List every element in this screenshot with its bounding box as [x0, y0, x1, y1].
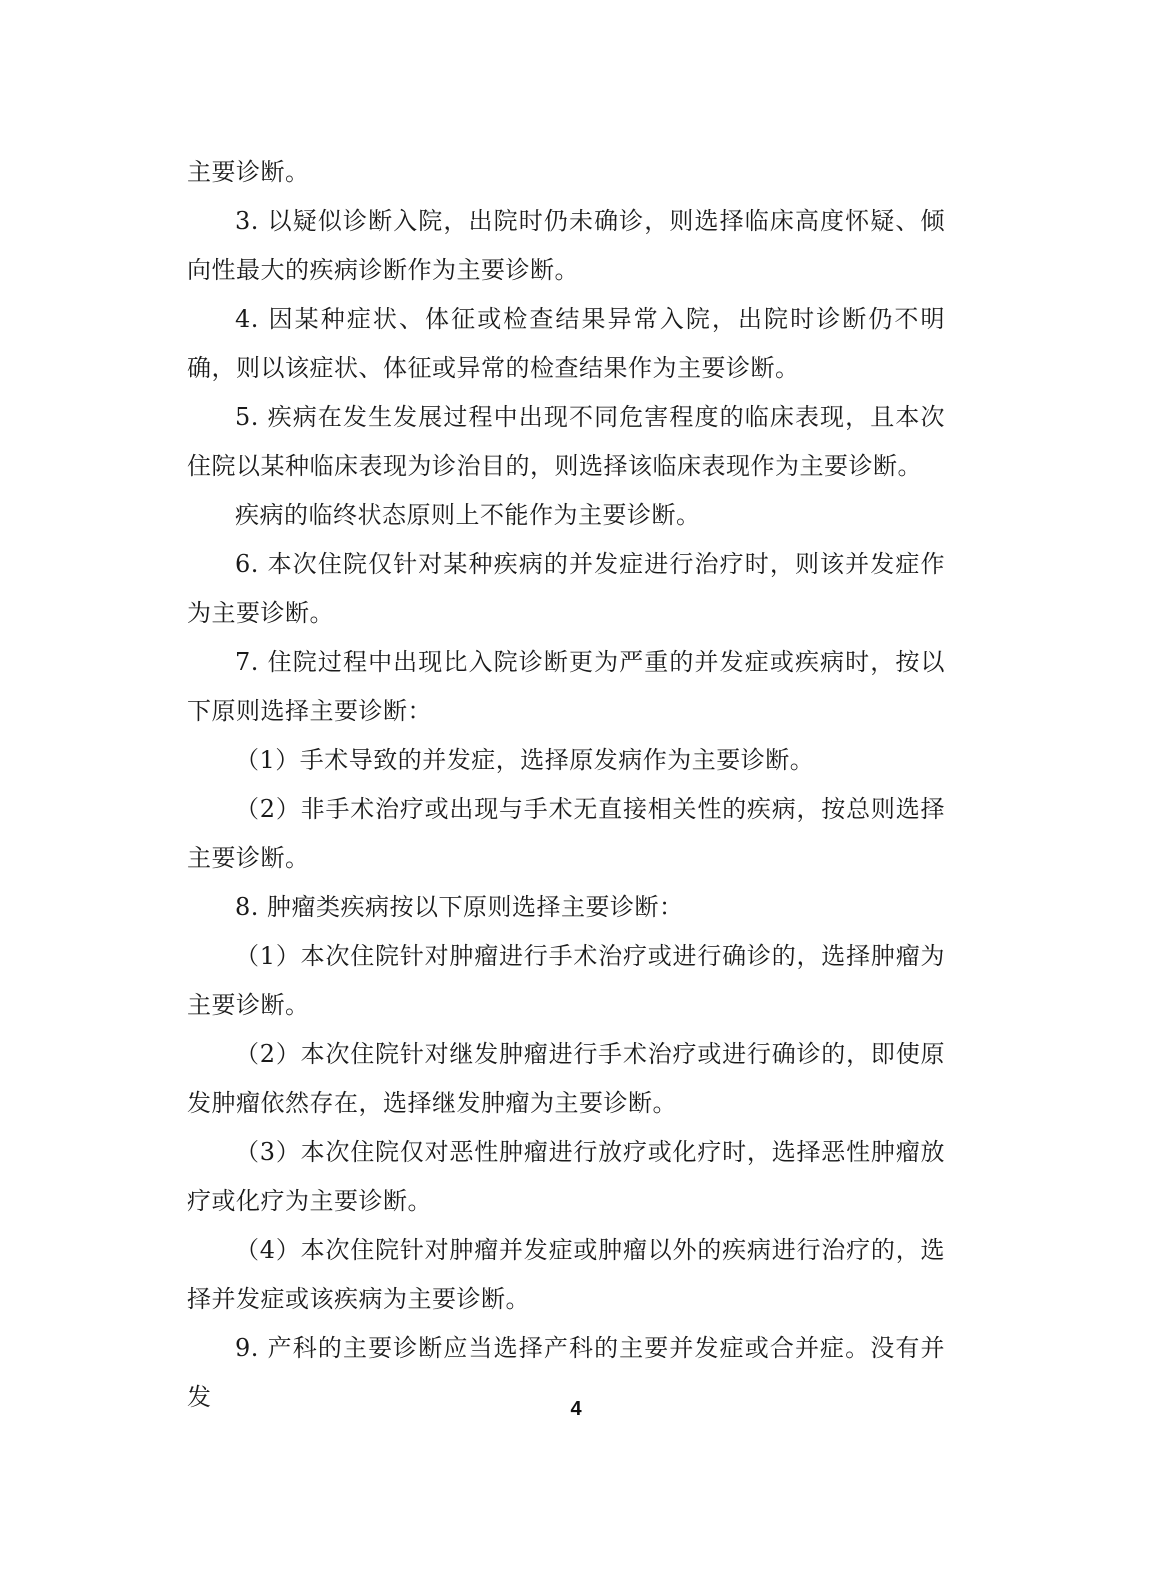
paragraph-rule-9: 9. 产科的主要诊断应当选择产科的主要并发症或合并症。没有并发	[187, 1334, 945, 1411]
paragraph-rule-5: 5. 疾病在发生发展过程中出现不同危害程度的临床表现，且本次住院以某种临床表现为诊治目的，则选择该临床表现作为主要诊断。	[187, 403, 945, 480]
paragraph-rule-8-item-1: （1）本次住院针对肿瘤进行手术治疗或进行确诊的，选择肿瘤为主要诊断。	[187, 942, 945, 1019]
paragraph-continuation: 主要诊断。	[187, 158, 310, 186]
paragraph-rule-4: 4. 因某种症状、体征或检查结果异常入院，出院时诊断仍不明确，则以该症状、体征或异常的检查结果作为主要诊断。	[187, 305, 945, 382]
page-number: 4	[570, 1398, 582, 1420]
paragraph-rule-8-item-3: （3）本次住院仅对恶性肿瘤进行放疗或化疗时，选择恶性肿瘤放疗或化疗为主要诊断。	[187, 1138, 945, 1215]
paragraph-rule-5-note: 疾病的临终状态原则上不能作为主要诊断。	[235, 501, 701, 529]
paragraph-rule-8: 8. 肿瘤类疾病按以下原则选择主要诊断：	[235, 893, 684, 921]
body-text	[187, 148, 945, 1422]
paragraph-rule-8-item-2: （2）本次住院针对继发肿瘤进行手术治疗或进行确诊的，即使原发肿瘤依然存在，选择继发肿瘤为主要诊断。	[187, 1040, 945, 1117]
paragraph-rule-6: 6. 本次住院仅针对某种疾病的并发症进行治疗时，则该并发症作为主要诊断。	[187, 550, 945, 627]
paragraph-rule-3: 3. 以疑似诊断入院，出院时仍未确诊，则选择临床高度怀疑、倾向性最大的疾病诊断作为主要诊断。	[187, 207, 945, 284]
paragraph-rule-7: 7. 住院过程中出现比入院诊断更为严重的并发症或疾病时，按以下原则选择主要诊断：	[187, 648, 945, 725]
paragraph-rule-8-item-4: （4）本次住院针对肿瘤并发症或肿瘤以外的疾病进行治疗的，选择并发症或该疾病为主要诊断。	[187, 1236, 945, 1313]
paragraph-rule-7-item-2: （2）非手术治疗或出现与手术无直接相关性的疾病，按总则选择主要诊断。	[187, 795, 945, 872]
paragraph-rule-7-item-1: （1）手术导致的并发症，选择原发病作为主要诊断。	[235, 746, 815, 774]
